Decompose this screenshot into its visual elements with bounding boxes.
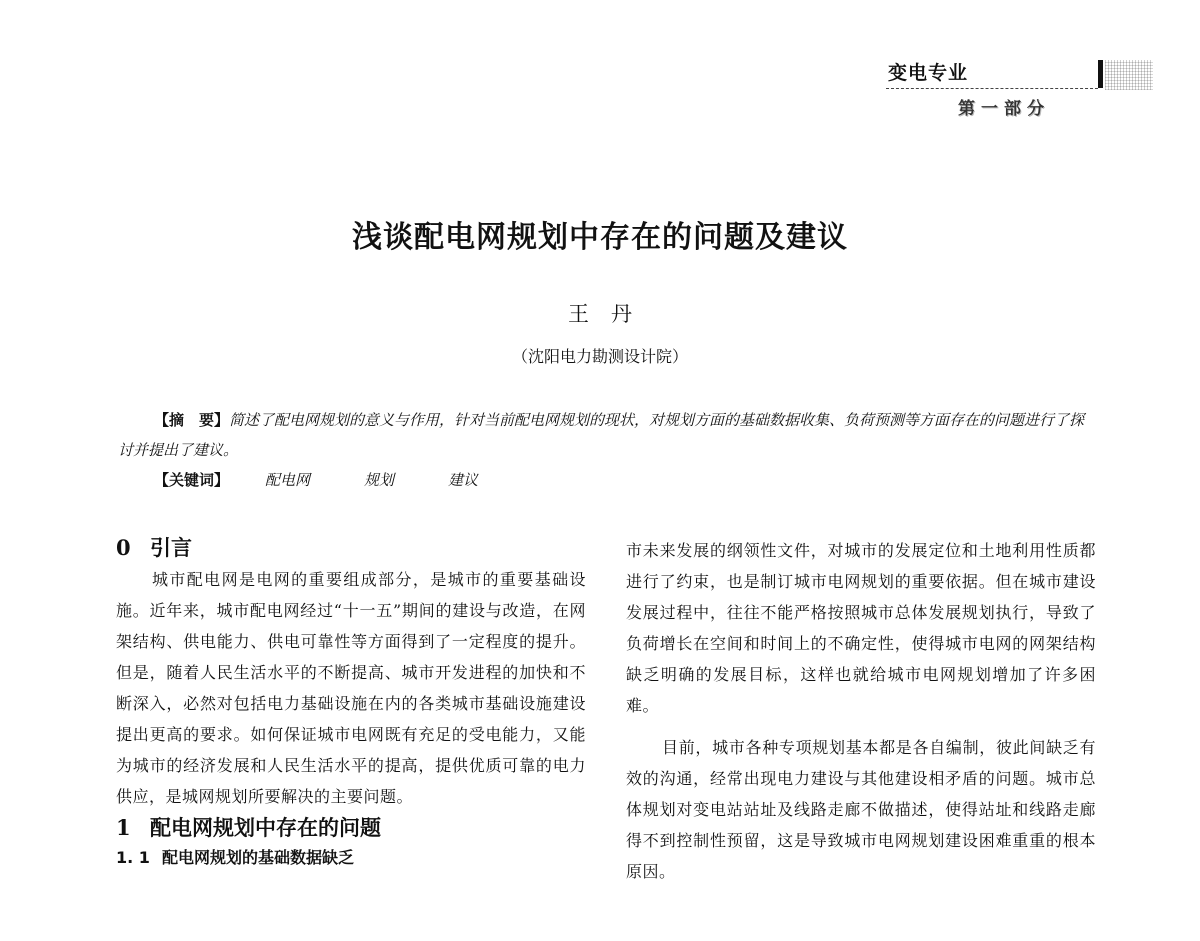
keyword-item: 配电网	[265, 471, 311, 489]
header-bar-mark	[1098, 60, 1103, 88]
abstract	[118, 405, 1098, 465]
body-column-left	[116, 532, 586, 872]
author-affiliation: （沈阳电力勘测设计院）	[511, 347, 688, 366]
header-divider	[886, 88, 1098, 89]
section-number: 0	[116, 535, 131, 560]
author-name: 王丹	[568, 302, 654, 326]
subsection-heading-1-1	[116, 844, 586, 872]
body-column-right	[626, 535, 1096, 941]
keywords	[118, 465, 1098, 495]
abstract-label: 【摘 要】	[154, 411, 230, 429]
paper-title: 浅谈配电网规划中存在的问题及建议	[352, 220, 848, 255]
body-paragraph: 目前，城市各种专项规划基本都是各自编制，彼此间缺乏有效的沟通，经常出现电力建设与其他建设相矛盾的问题。城市总体规划对变电站站址及线路走廊不做描述，使得站址和线路走廊得不到控制性预留，这是导致城市电网规划建设困难重重的根本原因。	[626, 738, 1096, 881]
section-title: 配电网规划中存在的问题	[150, 815, 381, 840]
keywords-label: 【关键词】	[154, 471, 230, 489]
section-title: 引言	[150, 535, 192, 560]
section-heading-intro	[116, 532, 586, 564]
subsection-number: 1. 1	[116, 848, 150, 867]
running-header-part: 第一部分	[958, 99, 1050, 119]
abstract-text: 简述了配电网规划的意义与作用，针对当前配电网规划的现状，对规划方面的基础数据收集、负荷预测等方面存在的问题进行了探讨并提出了建议。	[118, 411, 1085, 459]
intro-paragraph: 城市配电网是电网的重要组成部分，是城市的重要基础设施。近年来，城市配电网经过“十一五”期间的建设与改造，在网架结构、供电能力、供电可靠性等方面得到了一定程度的提升。但是，随着人民生活水平的不断提高、城市开发进程的加快和不断深入，必然对包括电力基础设施在内的各类城市基础设施建设提出更高的要求。如何保证城市电网既有充足的受电能力，又能为城市的经济发展和人民生活水平的提高，提供优质可靠的电力供应，是城网规划所要解决的主要问题。	[116, 570, 586, 806]
running-header-section: 变电专业	[888, 62, 969, 84]
abstract-block	[118, 405, 1098, 495]
header-pattern-decoration	[1105, 60, 1153, 90]
section-heading-1	[116, 812, 586, 844]
body-paragraph: 市未来发展的纲领性文件，对城市的发展定位和土地利用性质都进行了约束，也是制订城市电网规划的重要依据。但在城市建设发展过程中，往往不能严格按照城市总体发展规划执行，导致了负荷增长在空间和时间上的不确定性，使得城市电网的网架结构缺乏明确的发展目标，这样也就给城市电网规划增加了许多困难。	[626, 541, 1096, 715]
keyword-item: 规划	[364, 471, 395, 489]
keyword-item: 建议	[448, 471, 479, 489]
section-number: 1	[116, 815, 131, 840]
subsection-title: 配电网规划的基础数据缺乏	[162, 848, 355, 867]
